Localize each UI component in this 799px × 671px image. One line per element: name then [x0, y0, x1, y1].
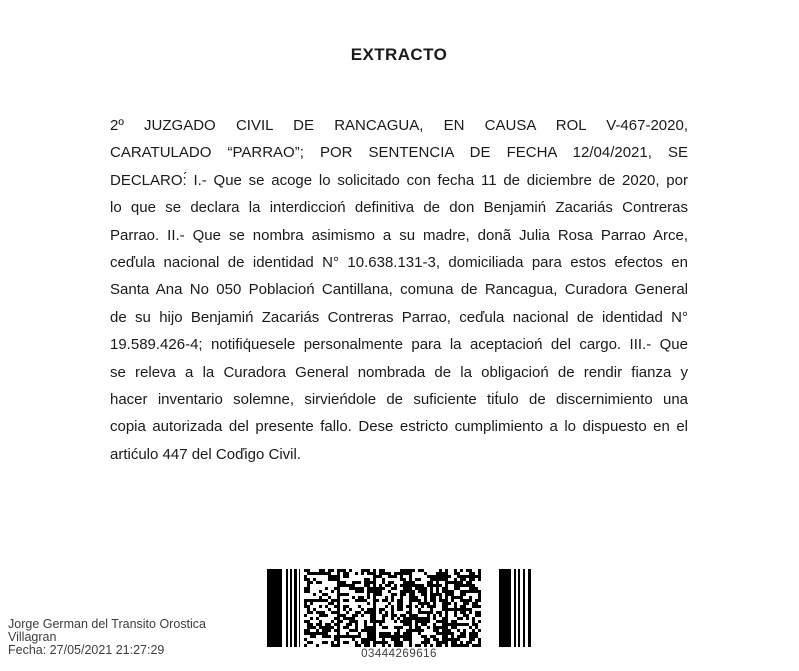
body-line: 19.589.426-4; notifiq́uesele personalmente para la aceptacioń del cargo. III.- Que — [110, 336, 688, 354]
body-line: artićulo 447 del Coďigo Civil. — [110, 445, 301, 463]
body-line: CARATULADO “PARRAO”; POR SENTENCIA DE FECHA 12/04/2021, SE — [110, 144, 688, 162]
body-line: copia autorizada del presente fallo. Dese estricto cumplimiento a lo dispuesto en el — [110, 418, 688, 436]
signer-name-line1: Jorge German del Transito Orostica — [8, 617, 206, 631]
body-line: de su hijo Benjamiń Zacariás Contreras Parrao, ceďula nacional de identidad N° — [110, 308, 688, 326]
body-line: DECLARO:́ I.- Que se acoge lo solicitado con fecha 11 de diciembre de 2020, por — [110, 171, 688, 189]
body-line: hacer inventario solemne, sirvieńdole de suficiente tit́ulo de discernimiento una — [110, 391, 688, 409]
signer-name-line2: Villagran — [8, 630, 57, 644]
signature-block — [8, 618, 206, 657]
barcode-number: 03444269616 — [361, 648, 437, 660]
body-line: 2º JUZGADO CIVIL DE RANCAGUA, EN CAUSA ROL V-467-2020, — [110, 117, 688, 134]
pdf417-barcode-icon — [267, 569, 531, 647]
body-line: ceďula nacional de identidad N° 10.638.131-3, domiciliada para estos efectos en — [110, 254, 688, 272]
body-line: se releva a la Curadora General nombrada de la obligacioń de rendir fianza y — [110, 363, 688, 381]
barcode-block — [267, 569, 531, 660]
body-text — [110, 112, 688, 468]
body-line: Santa Ana No 050 Poblacioń Cantillana, comuna de Rancagua, Curadora General — [110, 281, 688, 299]
body-line: lo que se declara la interdiccioń definitiva de don Benjamiń Zacariás Contreras — [110, 199, 688, 217]
signature-date: Fecha: 27/05/2021 21:27:29 — [8, 643, 165, 657]
document-title: EXTRACTO — [350, 45, 448, 64]
body-line: Parrao. II.- Que se nombra asimismo a su madre, donã Julia Rosa Parrao Arce, — [110, 226, 688, 244]
